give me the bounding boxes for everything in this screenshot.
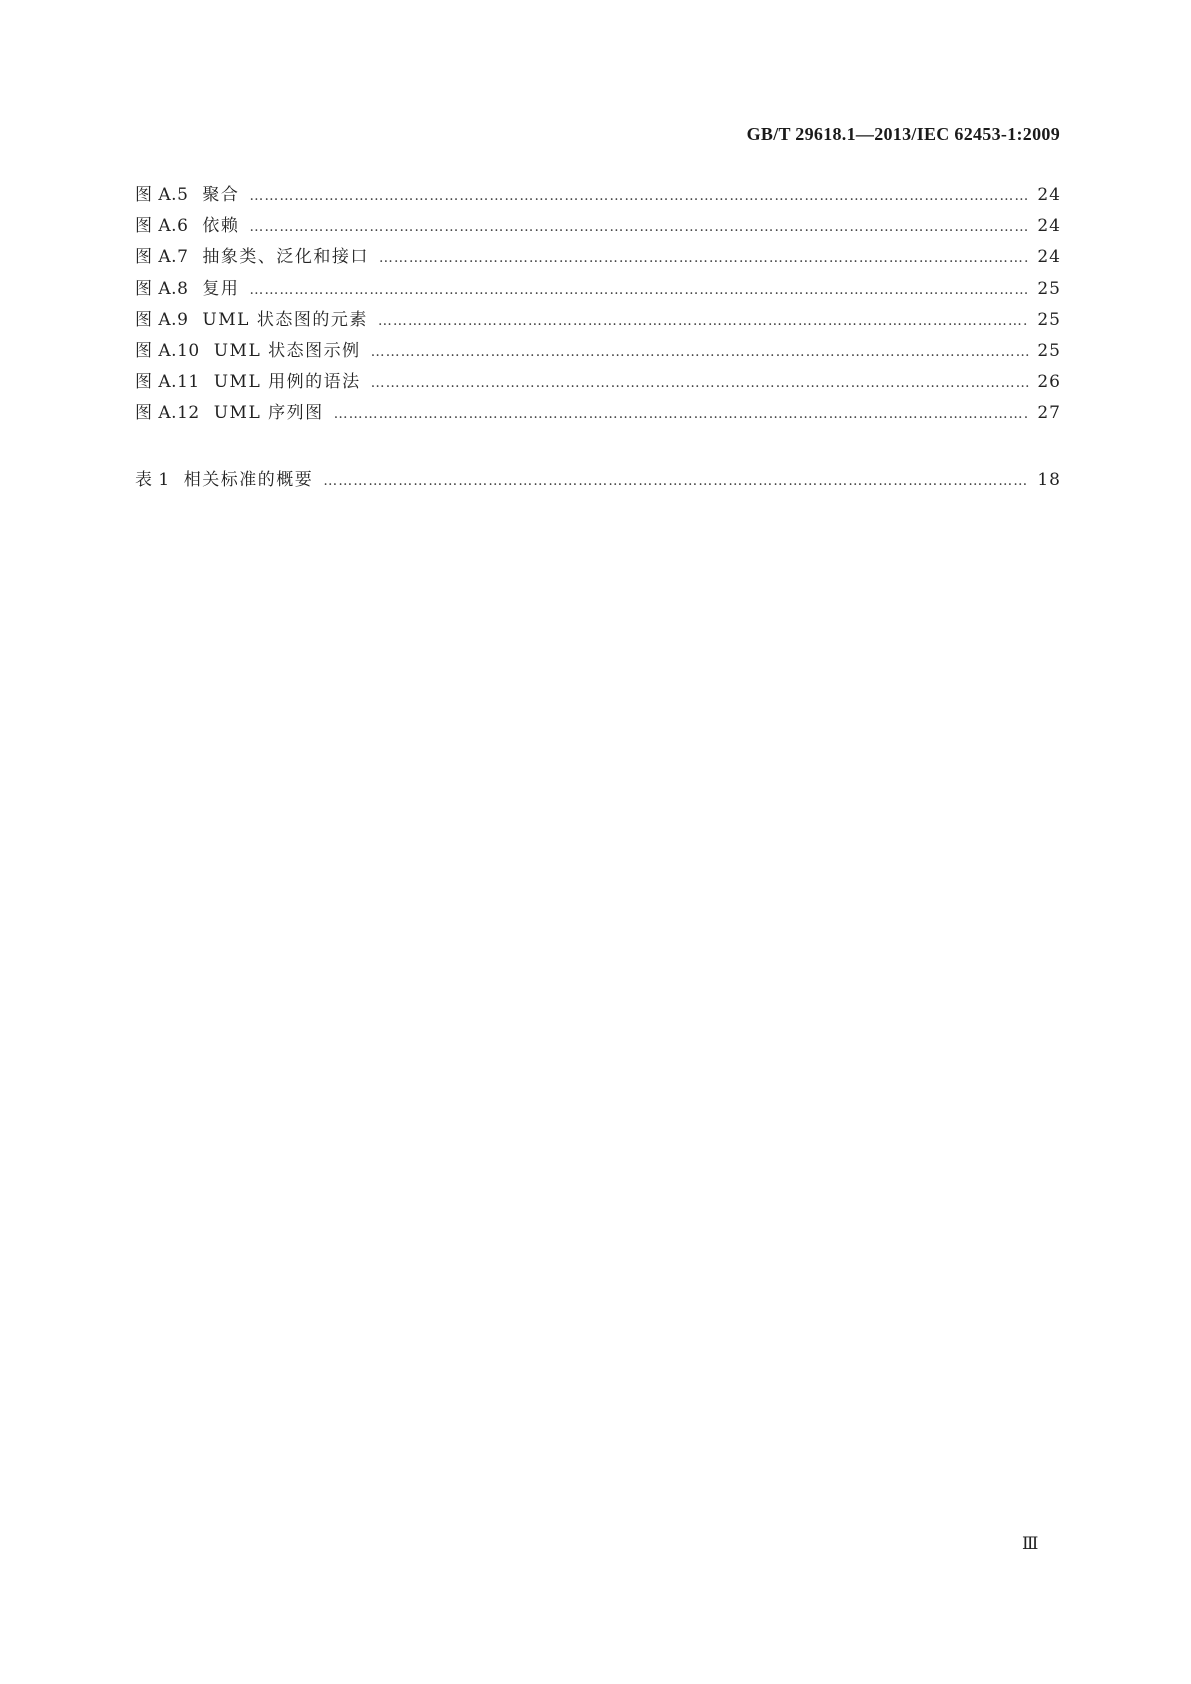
entry-label: 图 A.11 [135, 372, 200, 393]
list-of-figures [135, 180, 1061, 430]
entry-page-number: 27 [1037, 403, 1061, 424]
entry-label: 图 A.7 [135, 247, 189, 268]
toc-entry-figure-a7[interactable] [135, 242, 1061, 273]
toc-entry-figure-a10[interactable] [135, 336, 1061, 367]
entry-label: 图 A.9 [135, 309, 189, 330]
entry-label: 图 A.10 [135, 340, 200, 361]
toc-entry-figure-a9[interactable] [135, 305, 1061, 336]
entry-page-number: 18 [1037, 470, 1061, 490]
entry-title: 依赖 [202, 216, 240, 237]
dot-leader [249, 212, 1029, 243]
entry-page-number: 24 [1037, 216, 1061, 237]
entry-page-number: 24 [1037, 185, 1061, 205]
entry-label: 图 A.5 [135, 185, 189, 205]
toc-entry-figure-a8[interactable] [135, 274, 1061, 305]
entry-title: 相关标准的概要 [183, 470, 314, 490]
dot-leader [378, 306, 1030, 337]
entry-label: 图 A.12 [135, 403, 200, 424]
document-header-standard-id: GB/T 29618.1—2013/IEC 62453-1:2009 [746, 124, 1060, 144]
entry-page-number: 25 [1037, 278, 1061, 299]
entry-title: UML 序列图 [213, 403, 324, 424]
dot-leader [379, 243, 1029, 274]
entry-page-number: 25 [1037, 309, 1061, 330]
entry-label: 图 A.8 [135, 278, 189, 299]
entry-label: 表 1 [135, 470, 170, 490]
toc-entry-table-1[interactable] [135, 465, 1061, 496]
entry-title: UML 状态图示例 [213, 340, 361, 361]
toc-entry-figure-a11[interactable] [135, 367, 1061, 398]
entry-title: UML 用例的语法 [213, 372, 361, 393]
toc-entry-figure-a12[interactable] [135, 398, 1061, 429]
toc-entry-figure-a5[interactable] [135, 180, 1061, 211]
dot-leader [371, 368, 1030, 399]
entry-title: 聚合 [202, 185, 240, 205]
dot-leader [323, 466, 1029, 497]
toc-entry-figure-a6[interactable] [135, 211, 1061, 242]
entry-page-number: 26 [1037, 372, 1061, 393]
entry-page-number: 25 [1037, 340, 1061, 361]
list-of-tables [135, 465, 1061, 496]
entry-title: 复用 [202, 278, 240, 299]
page-number: Ⅲ [1022, 1534, 1038, 1553]
entry-title: UML 状态图的元素 [202, 309, 368, 330]
dot-leader [334, 399, 1030, 430]
dot-leader [249, 181, 1029, 212]
entry-label: 图 A.6 [135, 216, 189, 237]
entry-page-number: 24 [1037, 247, 1061, 268]
dot-leader [249, 275, 1029, 306]
dot-leader [371, 337, 1030, 368]
entry-title: 抽象类、泛化和接口 [202, 247, 369, 268]
